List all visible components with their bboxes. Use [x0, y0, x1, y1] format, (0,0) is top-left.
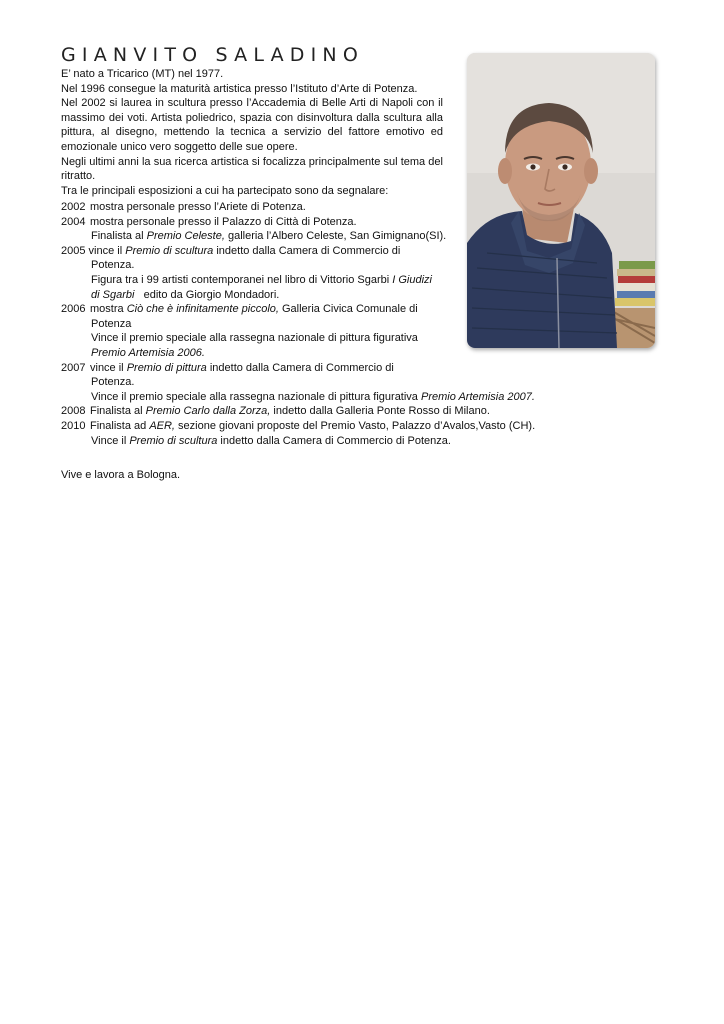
bio-diploma: Nel 1996 consegue la maturità artistica presso l’Istituto d’Arte di Potenza.	[61, 82, 418, 95]
prize-title: Premio Artemisia 2007.	[420, 390, 535, 403]
exhibition-2006-sub2	[61, 346, 621, 361]
exhibition-text	[90, 419, 535, 434]
exhibition-text	[90, 361, 394, 376]
exhibition-text: mostra personale presso il Palazzo di Città di Potenza.	[90, 215, 357, 228]
exhibition-year: 2007	[61, 361, 86, 374]
exhibition-text	[90, 302, 418, 317]
exhibition-text: mostra personale presso l’Ariete di Potenza.	[90, 201, 306, 213]
exhibition-2010-sub	[61, 434, 621, 449]
book-title: I Giudizi	[392, 273, 432, 286]
exhibition-2006-sub: Vince il premio speciale alla rassegna nazionale di pittura figurativa	[91, 332, 418, 345]
exhibition-text	[90, 404, 490, 419]
text-fragment: vince il	[85, 244, 126, 257]
exhibition-year: 2005	[61, 244, 86, 257]
exhibition-2010	[61, 419, 621, 434]
bio-birth: E’ nato a Tricarico (MT) nel 1977.	[61, 68, 224, 80]
text-fragment: indetto dalla Camera di Commercio di	[213, 244, 401, 257]
text-fragment: galleria l’Albero Celeste, San Gimignano(SI).	[224, 230, 447, 243]
text-fragment: indetto dalla Camera di Commercio di	[206, 361, 394, 374]
prize-title: Premio Carlo dalla Zorza,	[145, 405, 271, 418]
text-fragment: Finalista al	[90, 405, 146, 418]
text-fragment: Figura tra i 99 artisti contemporanei nel libro di Vittorio Sgarbi	[91, 273, 393, 286]
exhibition-year: 2002	[61, 201, 86, 213]
exhibition-year: 2006	[61, 303, 86, 316]
exhibition-2008	[61, 404, 621, 419]
closing-line: Vive e lavora a Bologna.	[61, 469, 181, 481]
exhibition-year: 2004	[61, 215, 86, 228]
bio-research: Negli ultimi anni la sua ricerca artistica si focalizza principalmente sul tema del ritratto.	[61, 155, 443, 183]
text-fragment: Vince il	[91, 434, 130, 447]
exhibition-2007-sub	[61, 390, 621, 405]
text-fragment: edito da Giorgio Mondadori.	[134, 288, 280, 301]
book-title: di Sgarbi	[91, 288, 135, 301]
exhibition-year: 2010	[61, 419, 86, 432]
text-fragment: Finalista al	[91, 230, 147, 243]
prize-title: Premio di scultura	[129, 434, 218, 447]
bio-degree: Nel 2002 si laurea in scultura presso l’Accademia di Belle Arti di Napoli con il massimo dei voti. Artista poliedrico, spazia con disinvoltura dalla scultura alla pittura, al disegno, mettendo la tecnica a servizio del fattore emotivo ed emozionale unico vero soggetto delle sue opere.	[61, 97, 443, 153]
portrait-photo	[467, 53, 655, 348]
portrait-illustration	[467, 53, 655, 348]
prize-title: Premio di pittura	[126, 361, 207, 374]
text-fragment: vince il	[90, 361, 127, 374]
prize-title: Premio di scultura	[125, 244, 214, 257]
exhibition-2007-cont: Potenza.	[91, 376, 135, 389]
exhibition-year: 2008	[61, 405, 86, 418]
text-fragment: sezione giovani proposte del Premio Vasto, Palazzo d’Avalos,Vasto (CH).	[175, 419, 536, 432]
exhibition-2005-cont: Potenza.	[91, 259, 135, 272]
text-fragment: mostra	[90, 303, 127, 316]
text-fragment: Galleria Civica Comunale di	[278, 303, 418, 316]
artist-name: GIANVITO SALADINO	[61, 44, 364, 66]
bio-exhibitions-intro: Tra le principali esposizioni a cui ha partecipato sono da segnalare:	[61, 184, 389, 197]
text-fragment: indetto dalla Galleria Ponte Rosso di Milano.	[270, 405, 490, 418]
prize-title: Premio Artemisia 2006.	[91, 346, 205, 359]
exhibition-2006-cont: Potenza	[91, 317, 132, 330]
text-fragment: Finalista ad	[90, 419, 150, 432]
text-fragment: indetto dalla Camera di Commercio di Potenza.	[217, 434, 451, 447]
show-title: Ciò che è infinitamente piccolo,	[126, 303, 279, 316]
exhibition-2007	[61, 361, 621, 376]
biography	[61, 67, 443, 198]
text-fragment: Vince il premio speciale alla rassegna nazionale di pittura figurativa	[91, 390, 421, 403]
prize-title: AER,	[149, 419, 175, 432]
prize-title: Premio Celeste,	[146, 230, 225, 243]
